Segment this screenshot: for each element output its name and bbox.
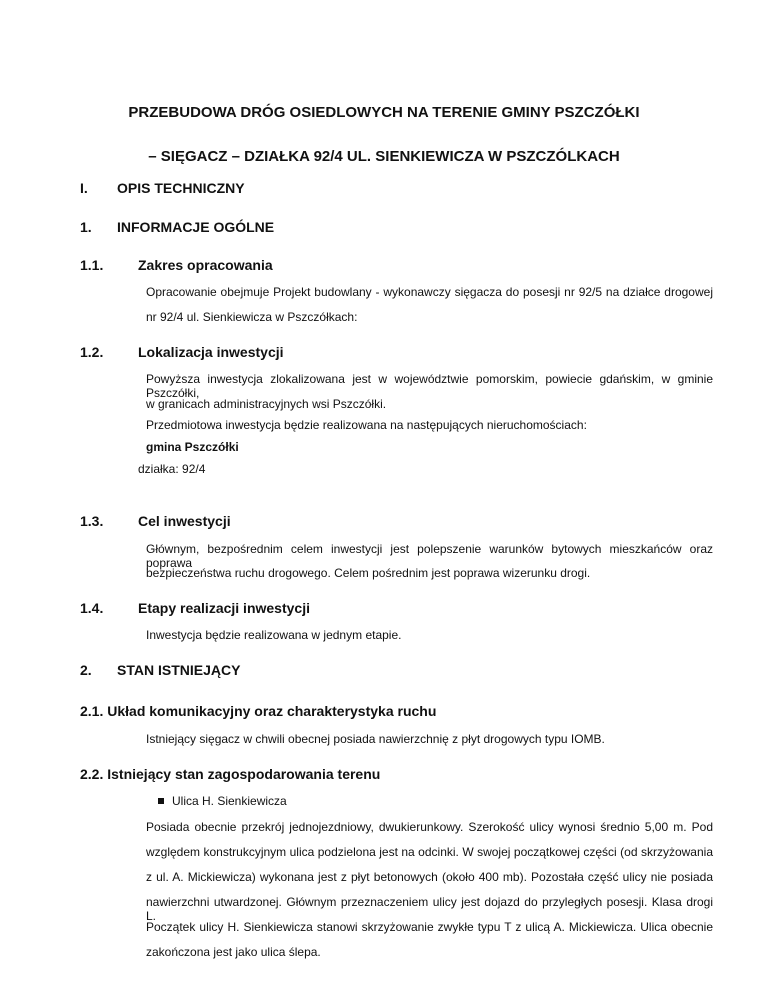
subsection-1-3-text-line-2: bezpieczeństwa ruchu drogowego. Celem pośrednim jest poprawa wizerunku drogi. [146, 566, 591, 580]
subsection-2-2-heading: 2.2. Istniejący stan zagospodarowania terenu [80, 766, 381, 782]
section-2-title: STAN ISTNIEJĄCY [117, 662, 241, 678]
subsection-1-2-text-line-3: Przedmiotowa inwestycja będzie realizowana na następujących nieruchomościach: [146, 418, 587, 432]
subsection-1-1-text-line-1: Opracowanie obejmuje Projekt budowlany - wykonawczy sięgacza do posesji nr 92/5 na działce drogowej [146, 285, 713, 299]
chapter-title: OPIS TECHNICZNY [117, 180, 245, 196]
subsection-1-2-owner: gmina Pszczółki [146, 440, 239, 454]
subsection-1-3-number: 1.3. [80, 513, 104, 529]
subsection-2-2-text-line-6: zakończona jest jako ulica ślepa. [146, 945, 321, 959]
subsection-1-1-number: 1.1. [80, 257, 104, 273]
subsection-1-1-text-line-2: nr 92/4 ul. Sienkiewicza w Pszczółkach: [146, 310, 358, 324]
subsection-2-1-text-line-1: Istniejący sięgacz w chwili obecnej posiada nawierzchnię z płyt drogowych typu IOMB. [146, 732, 605, 746]
subsection-2-1-heading: 2.1. Układ komunikacyjny oraz charakterystyka ruchu [80, 703, 437, 719]
subsection-1-3-title: Cel inwestycji [138, 513, 231, 529]
document-title-line-2: – SIĘGACZ – DZIAŁKA 92/4 UL. SIENKIEWICZA W PSZCZÓLKACH [148, 148, 620, 165]
subsection-1-4-text-line-1: Inwestycja będzie realizowana w jednym etapie. [146, 628, 402, 642]
subsection-1-2-title: Lokalizacja inwestycji [138, 344, 284, 360]
subsection-2-2-text-line-3: z ul. A. Mickiewicza) wykonana jest z płyt betonowych (około 400 mb). Pozostała część ulicy nie posiada [146, 870, 713, 884]
subsection-2-2-text-line-2: względem konstrukcyjnym ulica podzielona jest na odcinki. W swojej początkowej części (od skrzyżowania [146, 845, 713, 859]
subsection-1-3-text-line-1: Głównym, bezpośrednim celem inwestycji jest polepszenie warunków bytowych mieszkańców oraz poprawa [146, 542, 713, 570]
subsection-2-2-text-line-1: Posiada obecnie przekrój jednojezdniowy, dwukierunkowy. Szerokość ulicy wynosi średnio 5,00 m. Pod [146, 820, 713, 834]
subsection-1-1-title: Zakres opracowania [138, 257, 273, 273]
subsection-2-2-bullet-item [158, 794, 287, 808]
subsection-1-4-number: 1.4. [80, 600, 104, 616]
subsection-2-2-text-line-4: nawierzchni utwardzonej. Głównym przeznaczeniem ulicy jest dojazd do przyległych posesji. Klasa drogi L. [146, 895, 713, 923]
subsection-1-2-text-line-1: Powyższa inwestycja zlokalizowana jest w województwie pomorskim, powiecie gdańskim, w gminie Pszczółki, [146, 372, 713, 400]
subsection-2-2-text-line-5: Początek ulicy H. Sienkiewicza stanowi skrzyżowanie zwykłe typu T z ulicą A. Mickiewicza. Ulica obecnie [146, 920, 713, 934]
section-2-number: 2. [80, 662, 92, 678]
chapter-number: I. [80, 180, 88, 196]
square-bullet-icon [158, 798, 164, 804]
subsection-2-2-bullet-label: Ulica H. Sienkiewicza [172, 794, 287, 808]
section-1-title: INFORMACJE OGÓLNE [117, 219, 275, 235]
subsection-1-2-number: 1.2. [80, 344, 104, 360]
subsection-1-4-title: Etapy realizacji inwestycji [138, 600, 310, 616]
subsection-1-2-parcel: działka: 92/4 [138, 462, 206, 476]
document-title-line-1: PRZEBUDOWA DRÓG OSIEDLOWYCH NA TERENIE GMINY PSZCZÓŁKI [128, 104, 640, 121]
section-1-number: 1. [80, 219, 92, 235]
subsection-1-2-text-line-2: w granicach administracyjnych wsi Pszczółki. [146, 397, 387, 411]
